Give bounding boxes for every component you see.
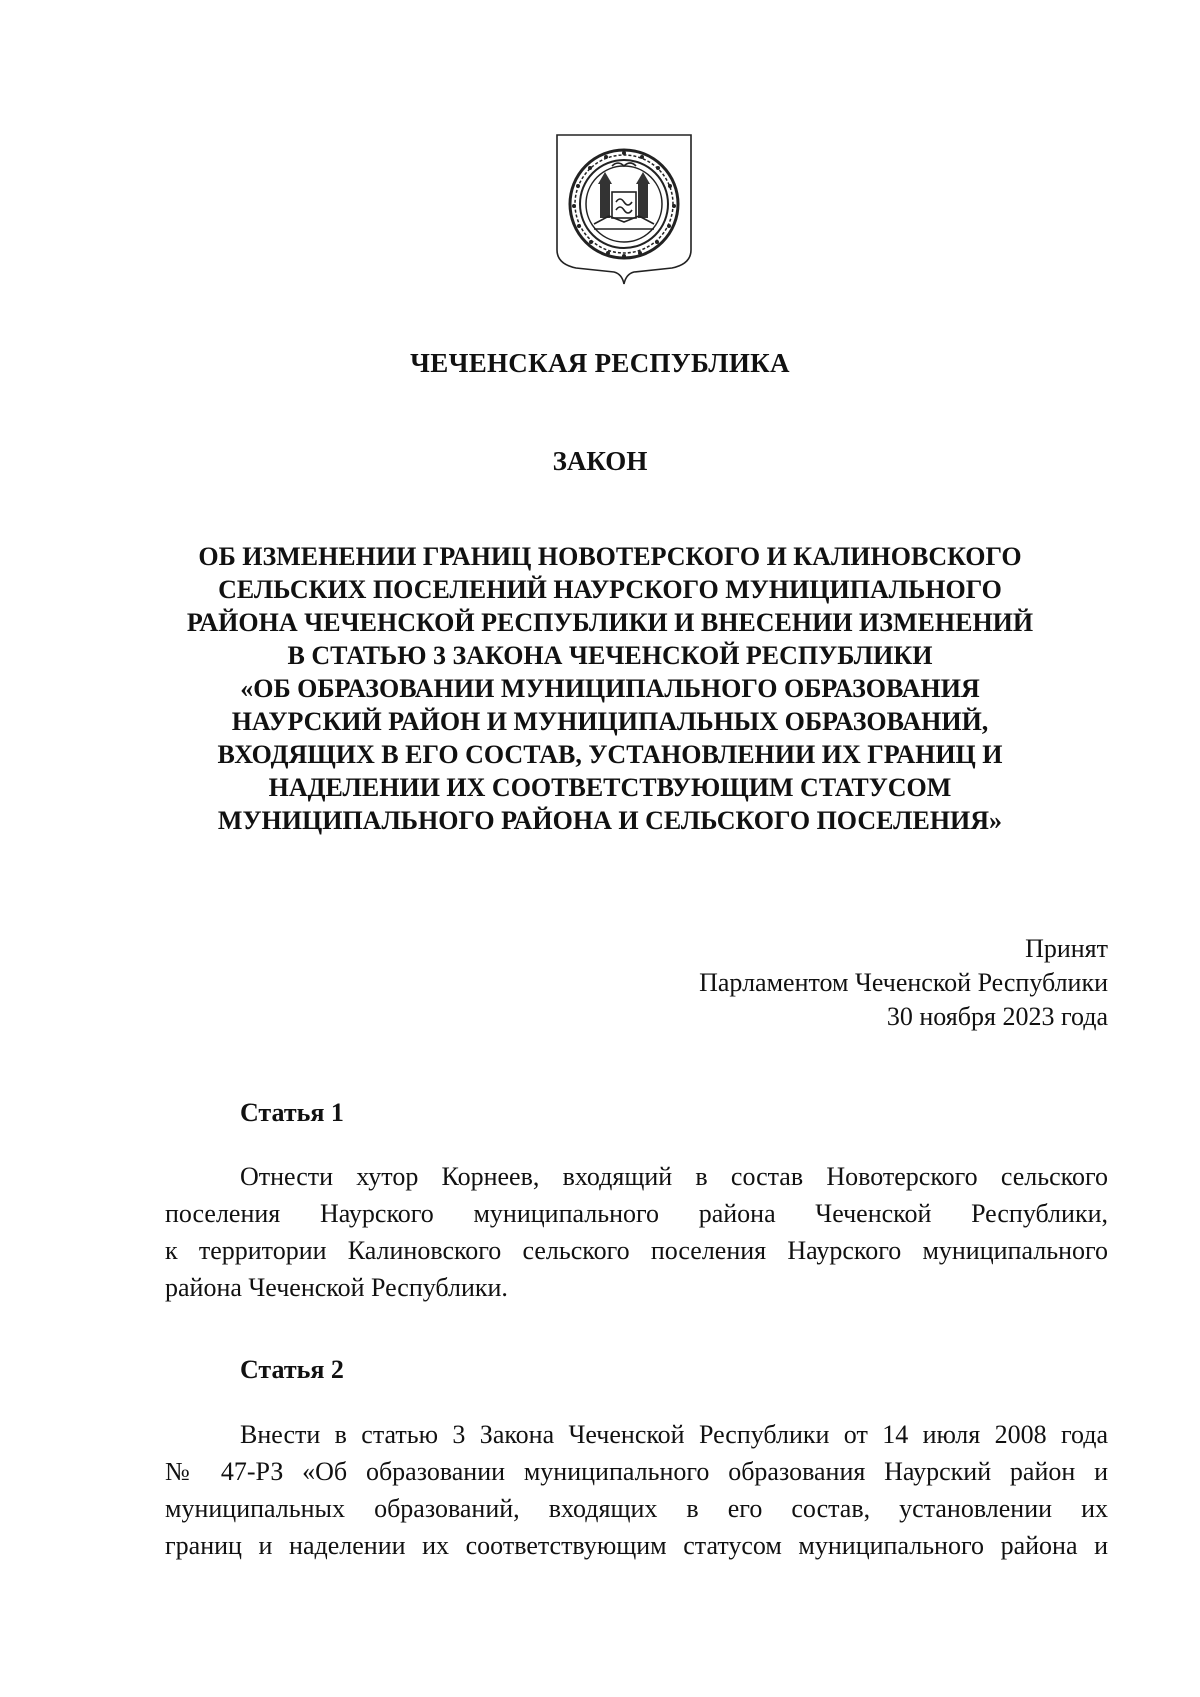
document-type-heading: ЗАКОН <box>552 446 648 476</box>
article-2-text <box>165 1416 1108 1564</box>
republic-heading: ЧЕЧЕНСКАЯ РЕСПУБЛИКА <box>410 348 790 378</box>
paragraph-line: муниципальных образований, входящих в его состав, установлении их <box>165 1494 1108 1523</box>
law-title-line: В СТАТЬЮ 3 ЗАКОНА ЧЕЧЕНСКОЙ РЕСПУБЛИКИ <box>287 641 933 670</box>
adoption-status: Принят <box>1025 934 1108 963</box>
law-title-line: НАУРСКИЙ РАЙОН И МУНИЦИПАЛЬНЫХ ОБРАЗОВАНИЙ, <box>231 707 989 736</box>
paragraph-line: границ и наделении их соответствующим статусом муниципального района и <box>165 1531 1108 1560</box>
paragraph-line: Отнести хутор Корнеев, входящий в состав Новотерского сельского <box>240 1162 1108 1191</box>
adoption-date: 30 ноября 2023 года <box>886 1002 1108 1031</box>
law-title <box>150 540 1070 837</box>
paragraph-line: района Чеченской Республики. <box>165 1273 508 1302</box>
law-title-line: МУНИЦИПАЛЬНОГО РАЙОНА И СЕЛЬСКОГО ПОСЕЛЕНИЯ» <box>217 806 1003 835</box>
article-1-heading: Статья 1 <box>240 1098 344 1127</box>
paragraph-line: поселения Наурского муниципального района Чеченской Республики, <box>165 1199 1108 1228</box>
paragraph-line: № 47-РЗ «Об образовании муниципального образования Наурский район и <box>165 1457 1108 1486</box>
adoption-block <box>699 932 1108 1034</box>
paragraph-line: Внести в статью 3 Закона Чеченской Республики от 14 июля 2008 года <box>240 1420 1108 1449</box>
law-title-line: ОБ ИЗМЕНЕНИИ ГРАНИЦ НОВОТЕРСКОГО И КАЛИНОВСКОГО <box>198 542 1022 571</box>
law-title-line: «ОБ ОБРАЗОВАНИИ МУНИЦИПАЛЬНОГО ОБРАЗОВАНИЯ <box>240 674 980 703</box>
article-1-text <box>165 1158 1108 1306</box>
law-title-line: ВХОДЯЩИХ В ЕГО СОСТАВ, УСТАНОВЛЕНИИ ИХ ГРАНИЦ И <box>217 740 1003 769</box>
law-title-line: РАЙОНА ЧЕЧЕНСКОЙ РЕСПУБЛИКИ И ВНЕСЕНИИ ИЗМЕНЕНИЙ <box>186 608 1034 637</box>
coat-of-arms-icon <box>554 132 694 292</box>
law-title-line: СЕЛЬСКИХ ПОСЕЛЕНИЙ НАУРСКОГО МУНИЦИПАЛЬНОГО <box>218 575 1002 604</box>
adoption-body: Парламентом Чеченской Республики <box>699 968 1108 997</box>
article-2-heading: Статья 2 <box>240 1355 344 1384</box>
paragraph-line: к территории Калиновского сельского поселения Наурского муниципального <box>165 1236 1108 1265</box>
law-title-line: НАДЕЛЕНИИ ИХ СООТВЕТСТВУЮЩИМ СТАТУСОМ <box>268 773 952 802</box>
